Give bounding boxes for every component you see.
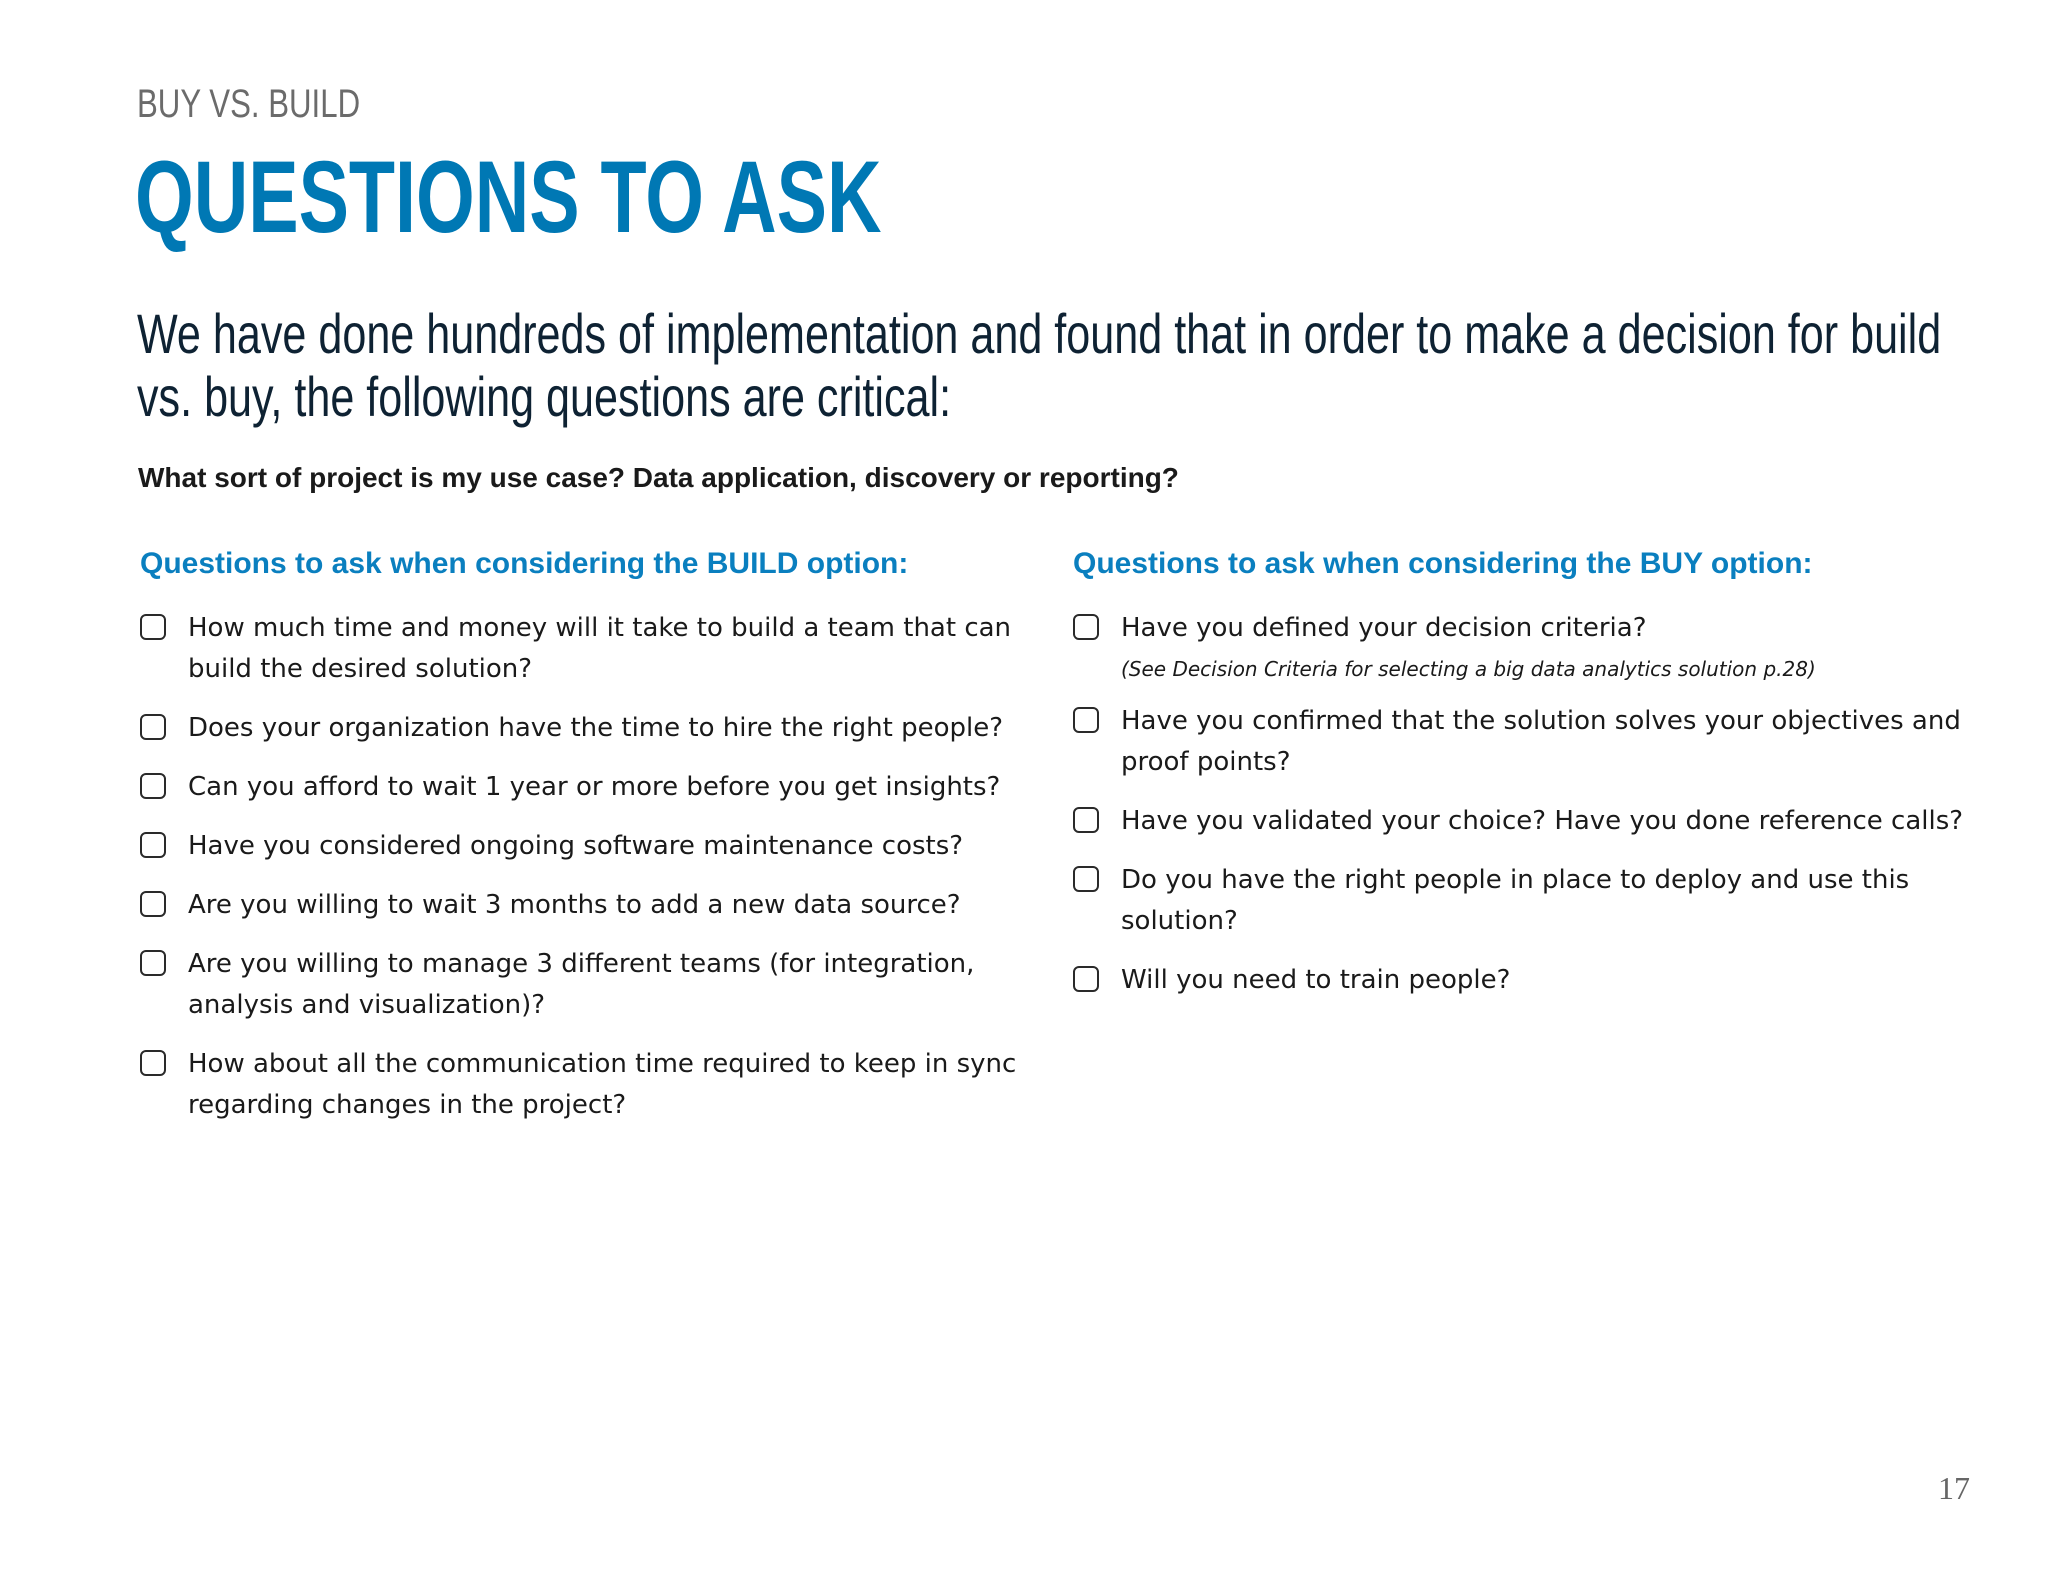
checkbox-icon[interactable] (1073, 966, 1099, 992)
checkbox-icon[interactable] (1073, 866, 1099, 892)
build-item-text: Are you willing to wait 3 months to add a new data source? (188, 890, 961, 920)
checkbox-icon[interactable] (140, 1050, 166, 1076)
build-item-4 (140, 826, 1040, 867)
checkbox-icon[interactable] (1073, 707, 1099, 733)
build-item-text: How about all the communication time required to keep in sync regarding changes in the project? (188, 1049, 1017, 1120)
buy-item-2 (1073, 701, 1973, 783)
build-column (140, 544, 1040, 1144)
build-item-text: Have you considered ongoing software maintenance costs? (188, 831, 964, 861)
decision-criteria-note: (See Decision Criteria for selecting a big data analytics solution p.28) (1121, 657, 1816, 681)
buy-checklist (1073, 608, 1973, 1001)
build-item-5 (140, 885, 1040, 926)
build-heading: Questions to ask when considering the BUILD option: (140, 547, 909, 580)
build-checklist (140, 608, 1040, 1126)
buy-item-text: Have you defined your decision criteria? (1121, 613, 1647, 643)
buy-item-1 (1073, 608, 1973, 683)
checkbox-icon[interactable] (140, 832, 166, 858)
buy-item-text: Have you validated your choice? Have you done reference calls? (1121, 806, 1964, 836)
intro-lead: We have done hundreds of implementation and found that in order to make a decision for build vs. buy, the following questions are critical: (137, 302, 1942, 428)
key-question: What sort of project is my use case? Data application, discovery or reporting? (138, 462, 1179, 493)
checkbox-icon[interactable] (140, 891, 166, 917)
checkbox-icon[interactable] (140, 714, 166, 740)
buy-item-text: Do you have the right people in place to deploy and use this solution? (1121, 865, 1910, 936)
checkbox-icon[interactable] (140, 950, 166, 976)
buy-item-4 (1073, 860, 1973, 942)
buy-item-5 (1073, 960, 1973, 1001)
page-number: 17 (1938, 1470, 1970, 1506)
build-item-1 (140, 608, 1040, 690)
buy-item-text: Have you confirmed that the solution solves your objectives and proof points? (1121, 706, 1961, 777)
build-item-text: Are you willing to manage 3 different teams (for integration, analysis and visualization)? (188, 949, 975, 1020)
buy-item-text: Will you need to train people? (1121, 965, 1511, 995)
build-item-text: Does your organization have the time to hire the right people? (188, 713, 1004, 743)
page-title: QUESTIONS TO ASK (135, 140, 882, 254)
buy-heading: Questions to ask when considering the BUY option: (1073, 547, 1813, 580)
checkbox-icon[interactable] (1073, 807, 1099, 833)
build-item-7 (140, 1044, 1040, 1126)
build-item-6 (140, 944, 1040, 1026)
buy-item-3 (1073, 801, 1973, 842)
checkbox-icon[interactable] (140, 614, 166, 640)
section-kicker: BUY VS. BUILD (137, 82, 361, 126)
build-item-text: How much time and money will it take to build a team that can build the desired solution? (188, 613, 1012, 684)
build-item-text: Can you afford to wait 1 year or more before you get insights? (188, 772, 1001, 802)
buy-column (1073, 544, 1973, 1019)
checkbox-icon[interactable] (140, 773, 166, 799)
checkbox-icon[interactable] (1073, 614, 1099, 640)
build-item-3 (140, 767, 1040, 808)
build-item-2 (140, 708, 1040, 749)
